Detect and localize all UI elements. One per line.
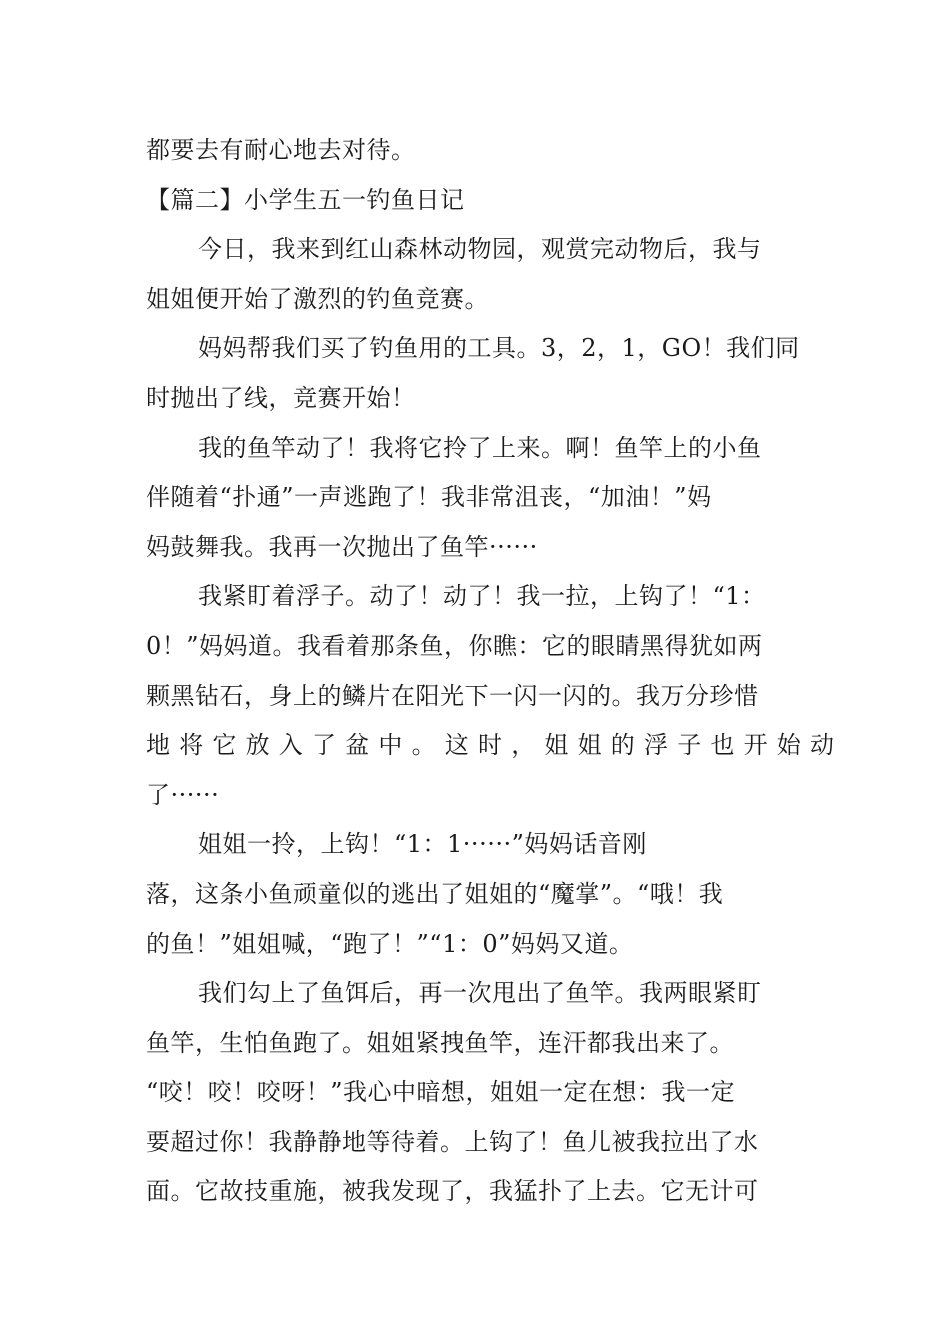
document-body (146, 126, 844, 1217)
section-heading: 【篇二】小学生五一钓鱼日记 (146, 185, 465, 214)
text-line: 0！”妈妈道。我看着那条鱼，你瞧：它的眼睛黑得犹如两 (146, 631, 763, 660)
text-line: 了······ (146, 780, 220, 809)
text-line: 姐姐一拎，上钩！“1：1······”妈妈话音刚 (198, 830, 647, 859)
text-line: 伴随着“扑通”一声逃跑了！我非常沮丧，“加油！”妈 (146, 483, 712, 512)
text-line: 妈鼓舞我。我再一次抛出了鱼竿······ (146, 532, 538, 561)
text-line: 要超过你！我静静地等待着。上钩了！鱼儿被我拉出了水 (146, 1127, 759, 1156)
text-line: 都要去有耐心地去对待。 (146, 136, 416, 164)
text-line: 的鱼！”姐姐喊，“跑了！”“1：0”妈妈又道。 (146, 929, 634, 958)
text-line: 鱼竿，生怕鱼跑了。姐姐紧拽鱼竿，连汗都我出来了。 (146, 1028, 734, 1057)
text-line: “咬！咬！咬呀！”我心中暗想，姐姐一定在想：我一定 (146, 1078, 736, 1107)
text-line: 姐姐便开始了激烈的钓鱼竞赛。 (146, 284, 489, 313)
text-line: 妈妈帮我们买了钓鱼用的工具。3，2，1，GO！我们同 (198, 334, 800, 363)
text-line: 颗黑钻石，身上的鳞片在阳光下一闪一闪的。我万分珍惜 (146, 681, 759, 710)
text-line: 今日，我来到红山森林动物园，观赏完动物后，我与 (198, 235, 762, 264)
text-line: 落，这条小鱼顽童似的逃出了姐姐的“魔掌”。“哦！我 (146, 879, 724, 908)
text-line: 我们勾上了鱼饵后，再一次甩出了鱼竿。我两眼紧盯 (198, 979, 762, 1008)
text-line: 面。它故技重施，被我发现了，我猛扑了上去。它无计可 (146, 1177, 759, 1206)
text-line: 我紧盯着浮子。动了！动了！我一拉，上钩了！“1： (198, 582, 766, 611)
text-line: 我的鱼竿动了！我将它拎了上来。啊！鱼竿上的小鱼 (198, 433, 762, 462)
text-line: 地将它放入了盆中。这时，姐姐的浮子也开始动 (146, 731, 844, 760)
text-line: 时抛出了线，竞赛开始！ (146, 383, 416, 412)
